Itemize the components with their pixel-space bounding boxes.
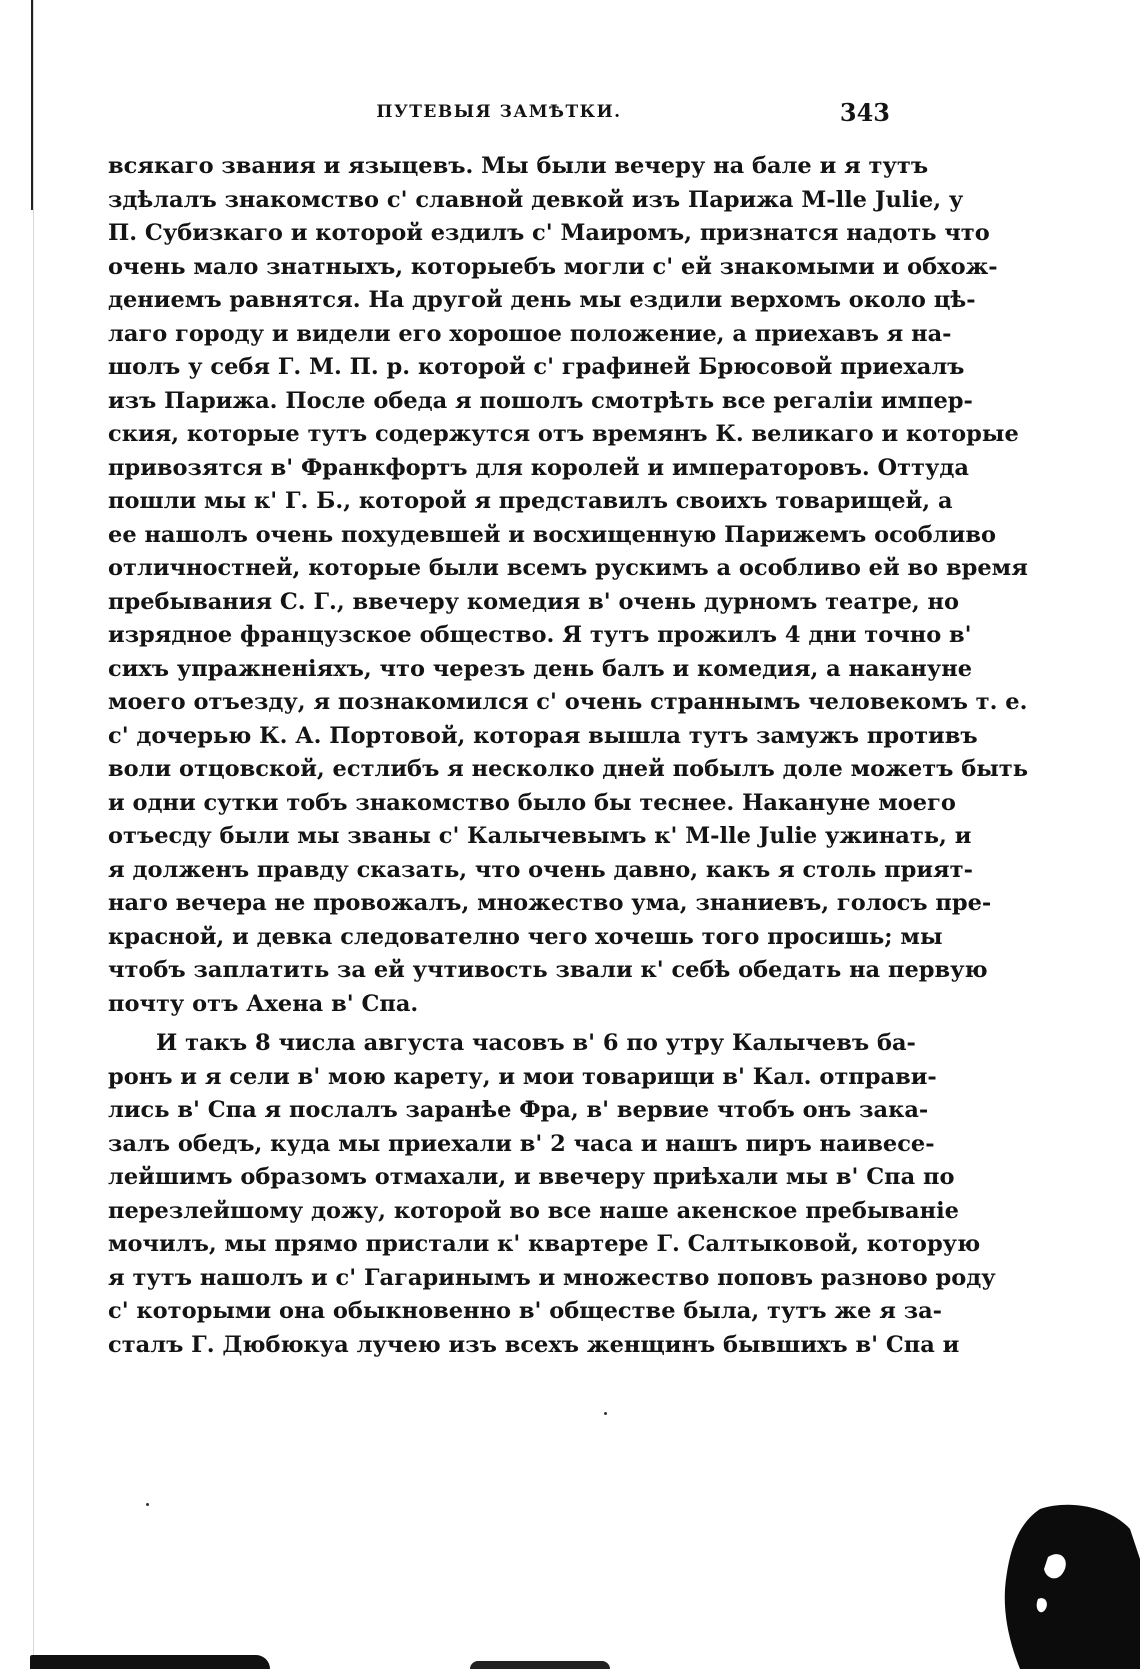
text-line: П. Субизкаго и которой ездилъ с' Маиромъ, признатся надоть что xyxy=(108,220,990,246)
text-line: ее нашолъ очень похудевшей и восхищенную Парижемъ особливо xyxy=(108,521,996,548)
text-line: сихъ упражненiяхъ, что черезъ день балъ и комедия, а накануне xyxy=(108,655,973,682)
text-line: моего отъезду, я познакомился с' очень страннымъ человекомъ т. е. xyxy=(108,689,1028,715)
text-line: наго вечера не провожалъ, множество ума, знаниевъ, голосъ пре- xyxy=(108,890,992,916)
print-speck xyxy=(604,1412,607,1415)
text-line: почту отъ Ахена в' Спа. xyxy=(108,990,419,1017)
text-line: ския, которые тутъ содержутся отъ времянъ К. великаго и которые xyxy=(108,421,1019,447)
scan-smudge xyxy=(30,1655,270,1669)
ink-blot-corner xyxy=(1000,1499,1140,1669)
text-line: отъесду были мы званы с' Калычевымъ к' M-lle Julie ужинать, и xyxy=(108,823,972,849)
text-line: шолъ у себя Г. М. П. р. которой с' графиней Брюсовой приехалъ xyxy=(108,354,965,380)
text-line: пошли мы к' Г. Б., которой я представилъ своихъ товарищей, а xyxy=(108,488,953,514)
text-line: воли отцовской, естлибъ я несколко дней побылъ доле можетъ быть xyxy=(108,756,1029,782)
text-line: и одни сутки тобъ знакомство было бы теснее. Накануне моего xyxy=(108,789,956,816)
print-speck xyxy=(146,1503,149,1506)
text-line: пребывания С. Г., ввечеру комедия в' очень дурномъ театре, но xyxy=(108,588,960,615)
page-number: 343 xyxy=(839,98,890,127)
text-line: сталъ Г. Дюбюкуа лучею изъ всехъ женщинъ бывшихъ в' Спа и xyxy=(108,1331,960,1358)
text-line: изрядное французское общество. Я тутъ прожилъ 4 дни точно в' xyxy=(108,622,972,648)
text-line: я долженъ правду сказать, что очень давно, какъ я столь прият- xyxy=(108,856,973,883)
text-line: красной, и девка следователно чего хочешь того просишь; мы xyxy=(108,923,943,950)
body-text xyxy=(108,150,1029,1362)
paragraph xyxy=(108,150,1029,1021)
text-line: перезлейшому дожу, которой во все наше акенское пребыванiе xyxy=(108,1197,959,1224)
text-line: изъ Парижа. После обеда я пошолъ смотрѣть все регалiи импер- xyxy=(108,387,973,414)
text-line: ронъ и я сели в' мою карету, и мои товарищи в' Кал. отправи- xyxy=(108,1063,937,1090)
text-line: привозятся в' Франкфортъ для королей и императоровъ. Оттуда xyxy=(108,454,969,481)
paragraph xyxy=(108,1027,996,1362)
text-line: И такъ 8 числа августа часовъ в' 6 по утру Калычевъ ба- xyxy=(156,1030,916,1056)
page-header xyxy=(108,98,890,128)
text-line: залъ обедъ, куда мы приехали в' 2 часа и нашъ пиръ наивесе- xyxy=(108,1130,935,1157)
text-line: чтобъ заплатить за ей учтивость звали к' себѣ обедать на первую xyxy=(108,957,988,983)
text-line: всякаго звания и языцевъ. Мы были вечеру на бале и я тутъ xyxy=(108,153,929,179)
text-line: я тутъ нашолъ и с' Гагаринымъ и множество поповъ разново роду xyxy=(108,1264,996,1291)
scan-smudge xyxy=(470,1661,610,1669)
text-line: лейшимъ образомъ отмахали, и ввечеру приѣхали мы в' Спа по xyxy=(108,1164,955,1190)
text-line: с' дочерью К. А. Портовой, которая вышла тутъ замужъ противъ xyxy=(108,722,978,749)
running-head: ПУТЕВЫЯ ЗАМѢТКИ. xyxy=(376,102,622,122)
text-line: очень мало знатныхъ, которыебъ могли с' ей знакомыми и обхож- xyxy=(108,253,998,280)
text-line: лаго городу и видели его хорошое положение, а приехавъ я на- xyxy=(108,320,952,347)
text-line: с' которыми она обыкновенно в' обществе была, тутъ же я за- xyxy=(108,1298,942,1324)
text-line: здѣлалъ знакомство с' славной девкой изъ Парижа M-lle Julie, у xyxy=(108,186,964,213)
text-line: мочилъ, мы прямо пристали к' квартере Г. Салтыковой, которую xyxy=(108,1231,981,1257)
text-line: отличностней, которые были всемъ рускимъ а особливо ей во время xyxy=(108,555,1028,581)
text-line: лись в' Спа я послалъ заранѣе Фра, в' вервие чтобъ онъ зака- xyxy=(108,1097,929,1123)
text-line: дениемъ равнятся. На другой день мы ездили верхомъ около цѣ- xyxy=(108,287,976,313)
page-edge-shadow xyxy=(33,0,34,1669)
